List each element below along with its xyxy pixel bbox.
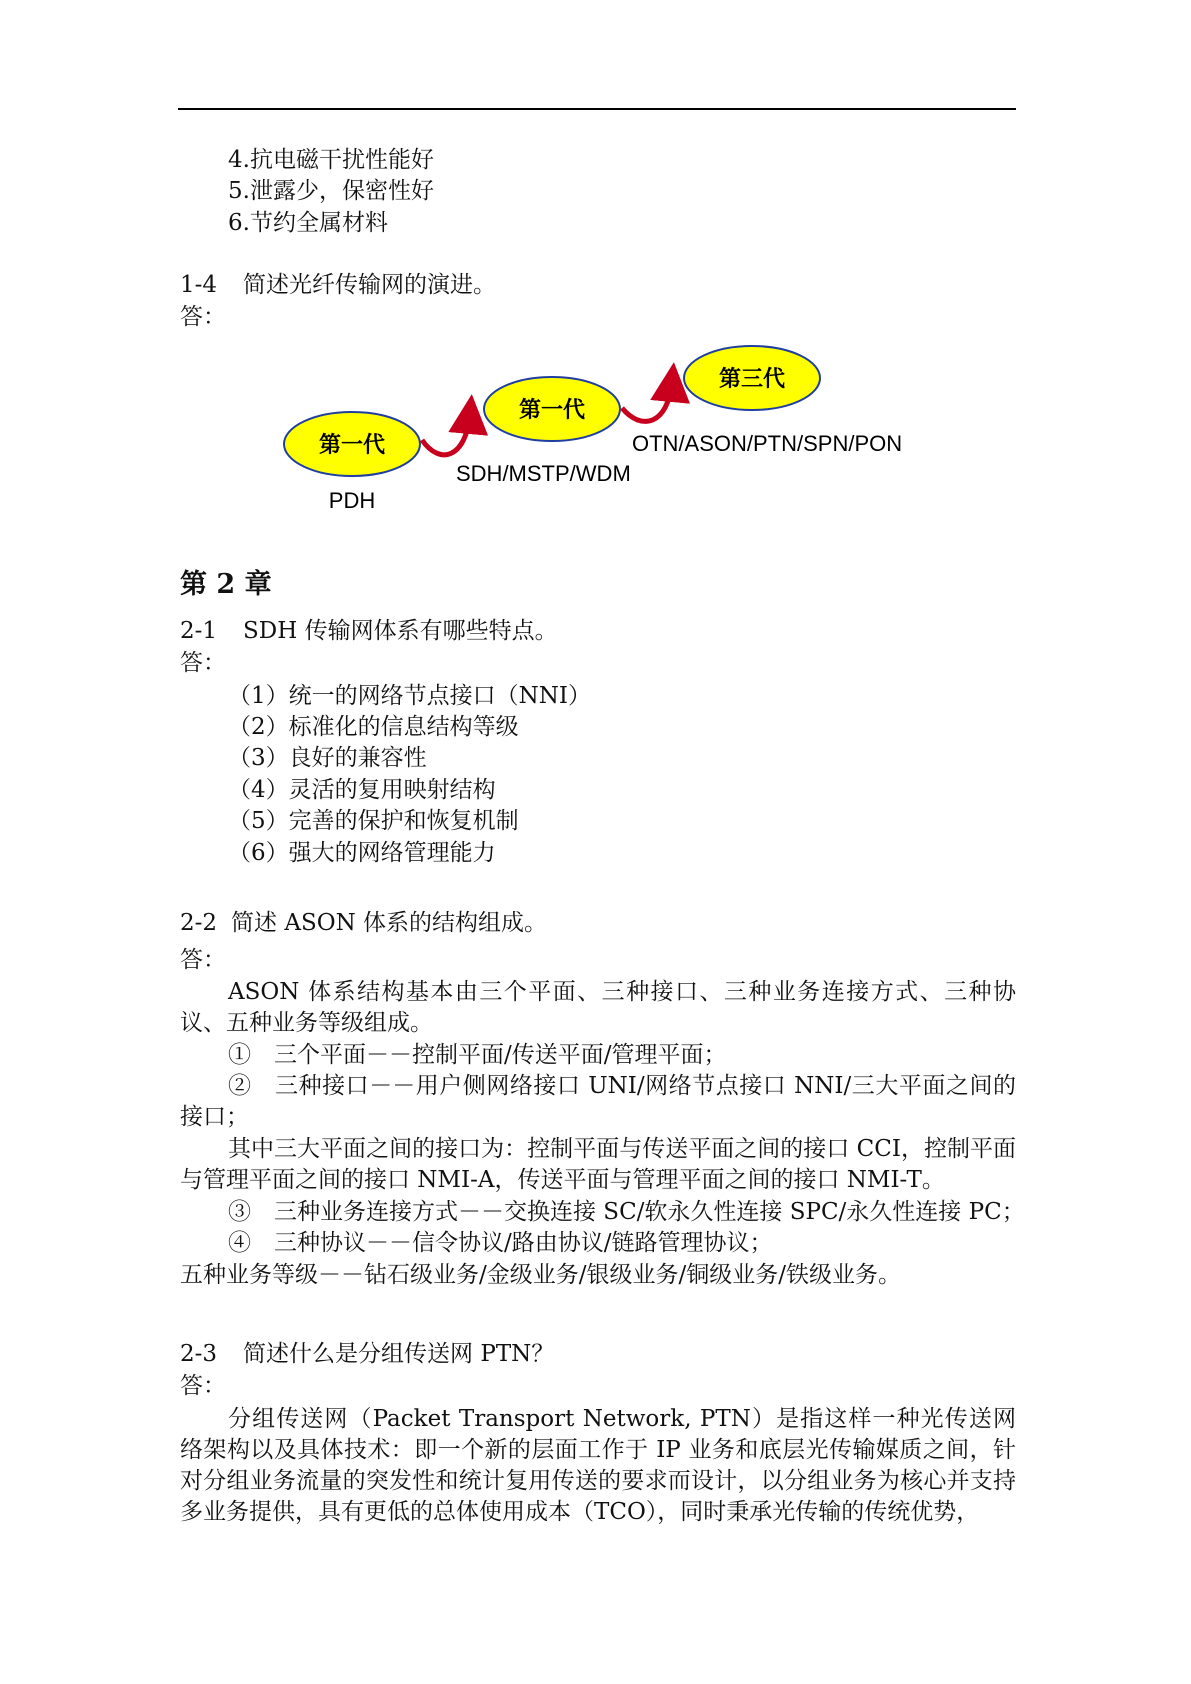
list-item: ④ 三种协议－－信令协议/路由协议/链路管理协议；	[228, 1230, 773, 1256]
list-item: （4）灵活的复用映射结构	[228, 777, 496, 803]
answer-label: 答：	[180, 650, 226, 676]
answer-label: 答：	[180, 304, 226, 330]
paragraph: ② 三种接口－－用户侧网络接口 UNI/网络节点接口 NNI/三大平面之间的接口；	[180, 1073, 1016, 1130]
generation-3-label: 第三代	[718, 367, 786, 392]
answer-label: 答：	[180, 947, 226, 973]
list-item: 4.抗电磁干扰性能好	[228, 147, 434, 173]
list-item: （5）完善的保护和恢复机制	[228, 808, 519, 834]
question-number: 2-1	[180, 618, 218, 644]
evolution-diagram	[270, 340, 930, 520]
question-1-4	[180, 270, 496, 300]
list-item: （2）标准化的信息结构等级	[228, 714, 519, 740]
tech-label-2: SDH/MSTP/WDM	[456, 461, 631, 486]
tech-label-3: OTN/ASON/PTN/SPN/PON	[632, 431, 903, 456]
list-item: 6.节约全属材料	[228, 210, 388, 236]
arrow-1	[422, 414, 470, 455]
question-number: 1-4	[180, 272, 218, 298]
list-item: （3）良好的兼容性	[228, 745, 427, 771]
tech-label-1: PDH	[328, 488, 376, 513]
header-rule	[178, 108, 1016, 110]
question-number: 2-2	[180, 910, 218, 936]
paragraph: ASON 体系结构基本由三个平面、三种接口、三种业务连接方式、三种协议、五种业务等级组成。	[180, 979, 1016, 1036]
list-item: ③ 三种业务连接方式－－交换连接 SC/软永久性连接 SPC/永久性连接 PC；	[228, 1199, 1025, 1225]
question-2-3	[180, 1339, 554, 1369]
generation-2-label: 第一代	[518, 398, 586, 423]
list-item: （6）强大的网络管理能力	[228, 840, 496, 866]
question-text: 简述什么是分组传送网 PTN？	[243, 1341, 555, 1367]
generation-1-label: 第一代	[318, 433, 386, 458]
list-item: 5.泄露少，保密性好	[228, 178, 434, 204]
answer-label: 答：	[180, 1373, 226, 1399]
question-text: 简述光纤传输网的演进。	[243, 272, 497, 298]
paragraph: 分组传送网（Packet Transport Network, PTN）是指这样一种光传送网络架构以及具体技术：即一个新的层面工作于 IP 业务和底层光传输媒质之间，针对分组业务流量的突发性和统计复用传送的要求而设计，以分组业务为核心并支持多业务提供，具有更低的总体使用成本（TCO），同时秉承光传输的传统优势，	[180, 1406, 1016, 1525]
arrow-2	[622, 382, 672, 421]
question-2-1	[180, 616, 558, 646]
question-2-2	[180, 908, 547, 938]
question-text: 简述 ASON 体系的结构组成。	[231, 910, 548, 936]
chapter-title: 第 2 章	[180, 569, 272, 600]
list-item: 五种业务等级－－钻石级业务/金级业务/银级业务/铜级业务/铁级业务。	[180, 1262, 901, 1288]
list-item: （1）统一的网络节点接口（NNI）	[228, 683, 591, 709]
question-text: SDH 传输网体系有哪些特点。	[243, 618, 558, 644]
question-number: 2-3	[180, 1341, 218, 1367]
paragraph: 其中三大平面之间的接口为：控制平面与传送平面之间的接口 CCI，控制平面与管理平面之间的接口 NMI-A，传送平面与管理平面之间的接口 NMI-T。	[180, 1136, 1016, 1193]
list-item: ① 三个平面－－控制平面/传送平面/管理平面；	[228, 1042, 727, 1068]
